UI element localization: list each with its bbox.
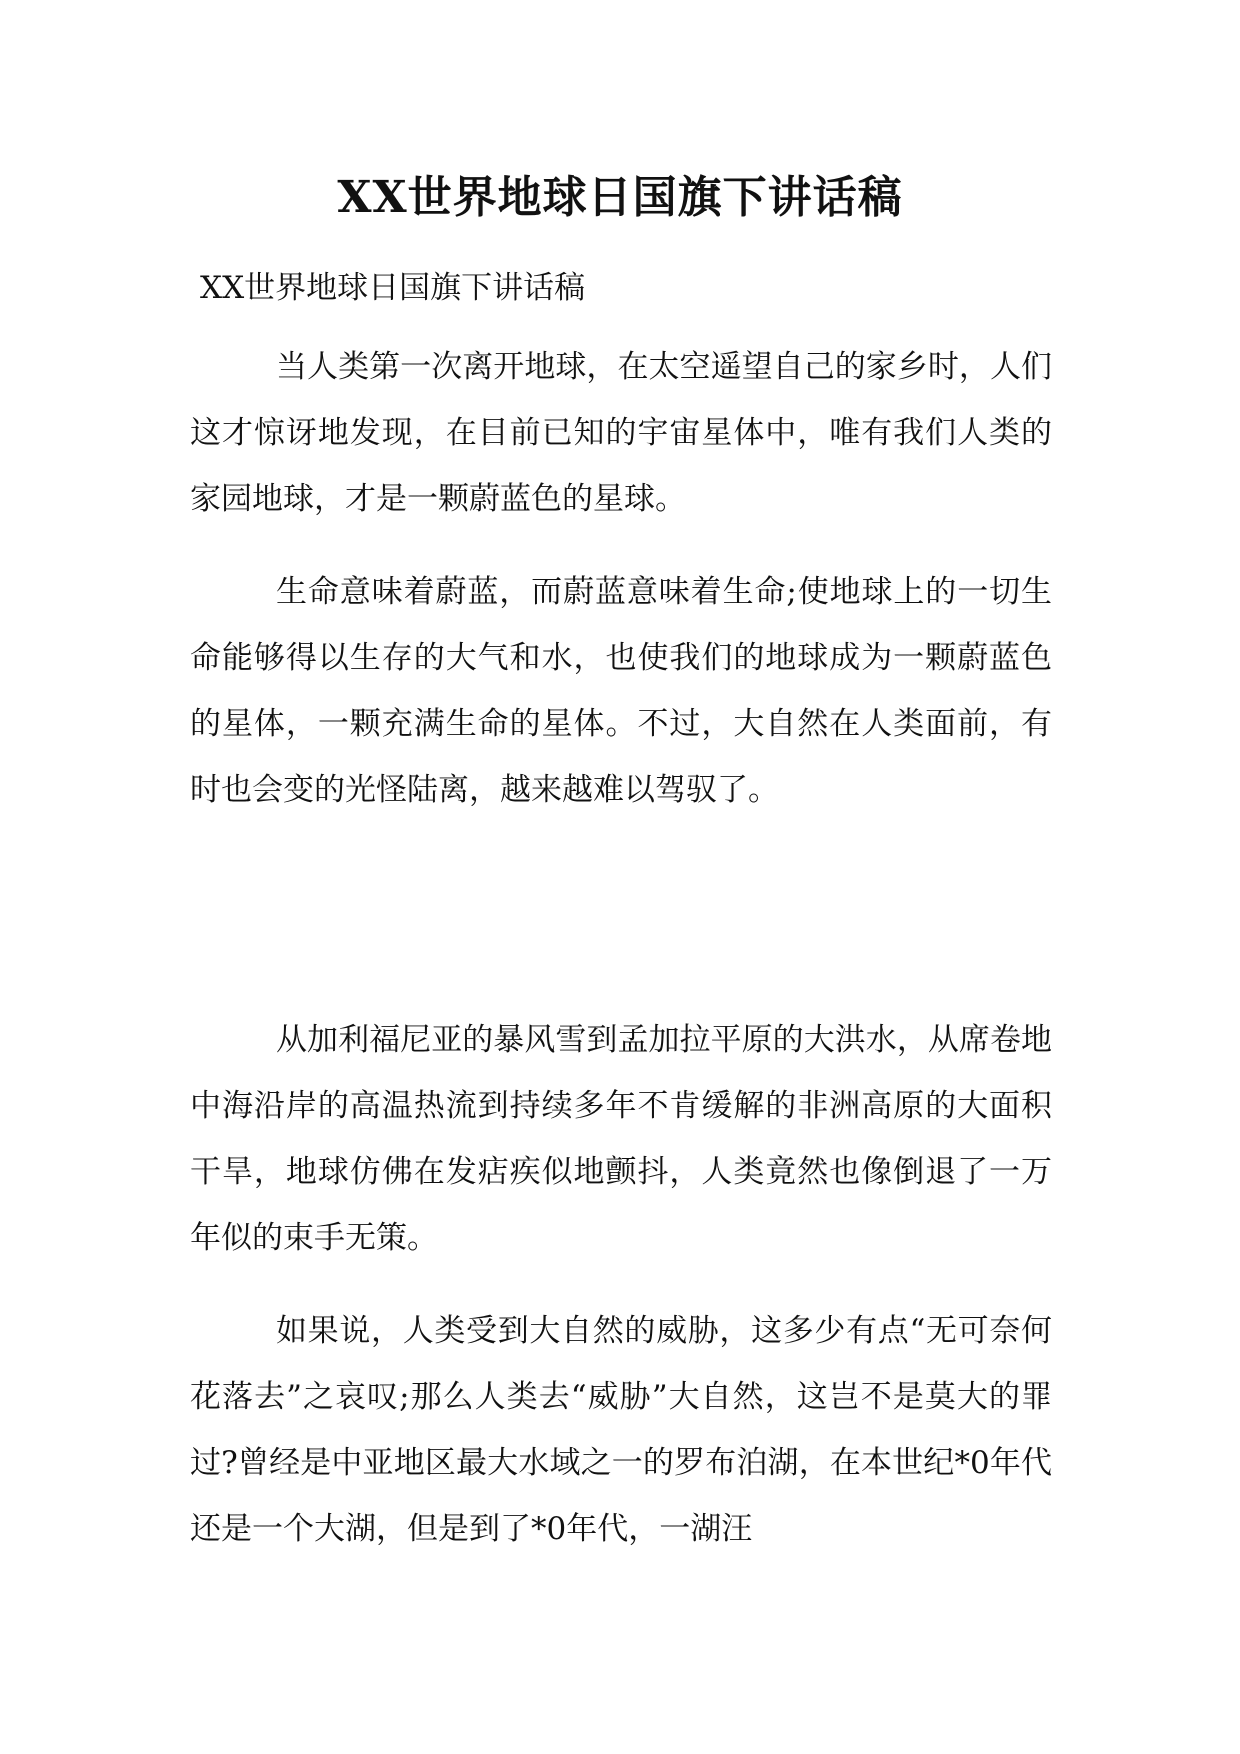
paragraph: 从加利福尼亚的暴风雪到孟加拉平原的大洪水，从席卷地中海沿岸的高温热流到持续多年不肯缓解的非洲高原的大面积干旱，地球仿佛在发痁疾似地颤抖，人类竟然也像倒退了一万年似的束手无策。 — [190, 1022, 1052, 1256]
paragraph: 当人类第一次离开地球，在太空遥望自己的家乡时，人们这才惊讶地发现，在目前已知的宇宙星体中，唯有我们人类的家园地球，才是一颗蔚蓝色的星球。 — [190, 349, 1052, 517]
document-subtitle: XX世界地球日国旗下讲话稿 — [200, 270, 586, 306]
paragraph: 生命意味着蔚蓝，而蔚蓝意味着生命;使地球上的一切生命能够得以生存的大气和水，也使我们的地球成为一颗蔚蓝色的星体，一颗充满生命的星体。不过，大自然在人类面前，有时也会变的光怪陆离，越来越难以驾驭了。 — [190, 574, 1052, 808]
paragraph: 如果说，人类受到大自然的威胁，这多少有点“无可奈何花落去”之哀叹;那么人类去“威胁”大自然，这岂不是莫大的罪过?曾经是中亚地区最大水域之一的罗布泊湖，在本世纪*0年代还是一个大湖，但是到了*0年代，一湖汪 — [190, 1313, 1052, 1547]
page-title: XX世界地球日国旗下讲话稿 — [337, 172, 903, 223]
